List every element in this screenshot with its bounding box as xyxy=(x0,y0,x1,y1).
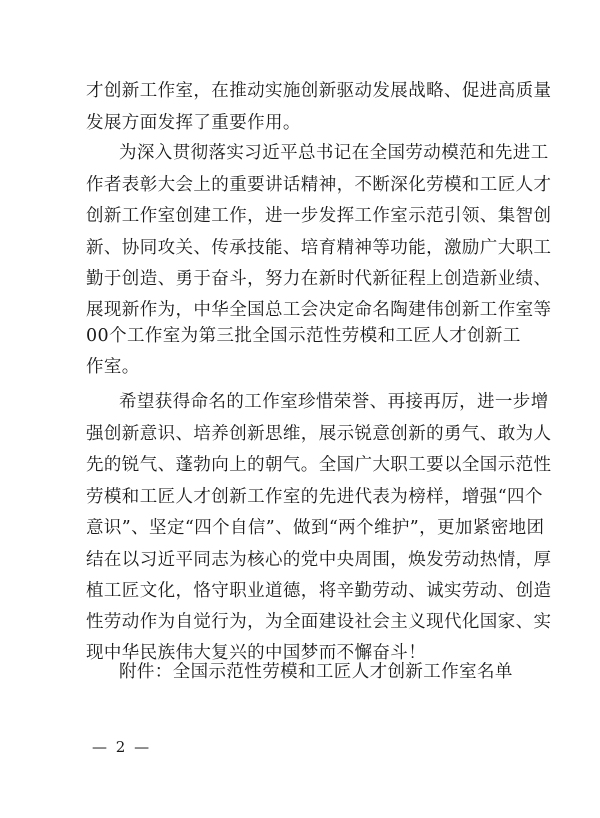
text-line: 性劳动作为自觉行为，为全面建设社会主义现代化国家、实 xyxy=(86,612,552,632)
attachment-line: 附件：全国示范性劳模和工匠人才创新工作室名单 xyxy=(119,662,513,682)
text-line: 先的锐气、蓬勃向上的朝气。全国广大职工要以全国示范性 xyxy=(86,455,552,475)
text-line: 意识”、坚定“四个自信”、做到“两个维护”，更加紧密地团 xyxy=(86,518,545,538)
text-line: 作者表彰大会上的重要讲话精神，不断深化劳模和工匠人才 xyxy=(86,175,552,195)
text-line: 希望获得命名的工作室珍惜荣誉、再接再厉，进一步增 xyxy=(119,392,549,412)
text-line: 才创新工作室，在推动实施创新驱动发展战略、促进高质量 xyxy=(86,81,552,101)
text-line: 现中华民族伟大复兴的中国梦而不懈奋斗！ xyxy=(86,643,427,663)
text-line: 00个工作室为第三批全国示范性劳模和工匠人才创新工 xyxy=(86,326,521,346)
text-line: 强创新意识、培养创新思维，展示锐意创新的勇气、敢为人 xyxy=(86,424,552,444)
text-line: 发展方面发挥了重要作用。 xyxy=(86,113,301,133)
text-line: 勤于创造、勇于奋斗，努力在新时代新征程上创造新业绩、 xyxy=(86,269,552,289)
text-line: 创新工作室创建工作，进一步发挥工作室示范引领、集智创 xyxy=(86,206,552,226)
text-line: 劳模和工匠人才创新工作室的先进代表为榜样，增强“四个 xyxy=(86,487,543,507)
text-line: 作室。 xyxy=(86,357,140,377)
text-line: 植工匠文化，恪守职业道德，将辛勤劳动、诚实劳动、创造 xyxy=(86,581,552,601)
text-line: 为深入贯彻落实习近平总书记在全国劳动模范和先进工 xyxy=(119,143,549,163)
text-line: 结在以习近平同志为核心的党中央周围，焕发劳动热情，厚 xyxy=(86,550,552,570)
text-line: 展现新作为，中华全国总工会决定命名陶建伟创新工作室等 xyxy=(86,300,552,320)
page-number: — 2 — xyxy=(92,738,152,756)
text-line: 新、协同攻关、传承技能、培育精神等功能，激励广大职工 xyxy=(86,238,552,258)
